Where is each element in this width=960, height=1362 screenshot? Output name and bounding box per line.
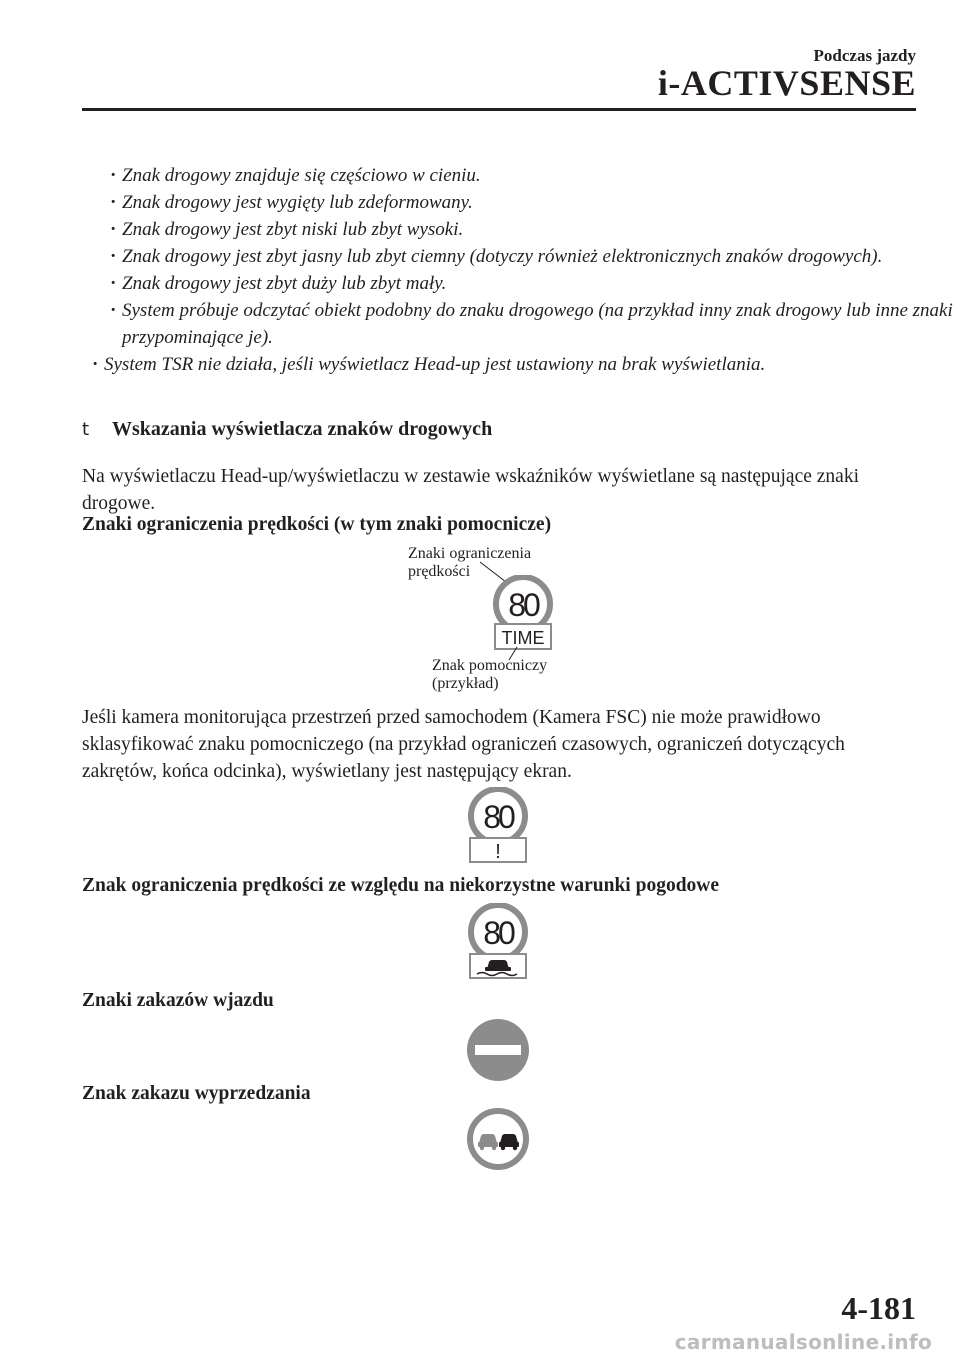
no-overtaking-heading: Znak zakazu wyprzedzania — [82, 1083, 311, 1104]
speed-value: 80 — [508, 587, 538, 623]
condition-list — [0, 162, 960, 378]
list-item: · Znak drogowy jest zbyt jasny lub zbyt ciemny (dotyczy również elektronicznych znaków drogowych). — [0, 243, 960, 270]
aux-sign-text: ! — [495, 841, 501, 863]
intro-paragraph: Na wyświetlaczu Head-up/wyświetlaczu w zestawie wskaźników wyświetlane są następujące znaki drogowe. — [82, 466, 860, 514]
fsc-paragraph: Jeśli kamera monitorująca przestrzeń przed samochodem (Kamera FSC) nie może prawidłowo sklasyfikować znaku pomocniczego (na przykład ograniczeń czasowych, ograniczeń dotyczących zakrętów, końca odcinka), wyświetlany jest następujący ekran. — [82, 707, 845, 782]
no-entry-icon — [466, 1018, 530, 1082]
list-item-top-level: · System TSR nie działa, jeśli wyświetlacz Head-up jest ustawiony na brak wyświetlania. — [0, 351, 960, 378]
section-heading — [82, 418, 492, 441]
speed-limit-sign-icon — [492, 575, 554, 653]
list-item: · System próbuje odczytać obiekt podobny do znaku drogowego (na przykład inny znak drogowy lub inne znaki przypominające je). — [0, 297, 960, 351]
callout-speed-limit: Znaki ograniczenia prędkości — [408, 545, 532, 580]
page-number: 4-181 — [841, 1290, 916, 1326]
list-item: · Znak drogowy jest zbyt niski lub zbyt wysoki. — [0, 216, 960, 243]
chapter-label: Podczas jazdy — [813, 46, 916, 65]
list-item: · Znak drogowy jest wygięty lub zdeformowany. — [0, 189, 960, 216]
weather-heading: Znak ograniczenia prędkości ze względu na niekorzystne warunki pogodowe — [82, 875, 720, 896]
section-heading-text: Wskazania wyświetlacza znaków drogowych — [112, 418, 493, 440]
speed-value: 80 — [483, 799, 513, 835]
aux-sign-text: TIME — [501, 628, 545, 648]
speed-value: 80 — [483, 915, 513, 951]
source-watermark: carmanualsonline.info — [674, 1330, 932, 1354]
no-entry-heading: Znaki zakazów wjazdu — [82, 990, 274, 1011]
speed-limit-unknown-aux-icon — [467, 787, 529, 865]
speed-limit-weather-icon — [467, 903, 529, 981]
section-marker: t — [82, 419, 90, 440]
list-item: · Znak drogowy jest zbyt duży lub zbyt mały. — [0, 270, 960, 297]
header-rule — [82, 108, 916, 111]
no-overtaking-icon — [466, 1107, 530, 1171]
callout-aux-sign: Znak pomocniczy (przykład) — [432, 657, 548, 692]
speed-signs-heading: Znaki ograniczenia prędkości (w tym znaki pomocnicze) — [82, 514, 552, 535]
page-title: i-ACTIVSENSE — [657, 63, 916, 103]
list-item: · Znak drogowy znajduje się częściowo w cieniu. — [0, 162, 960, 189]
